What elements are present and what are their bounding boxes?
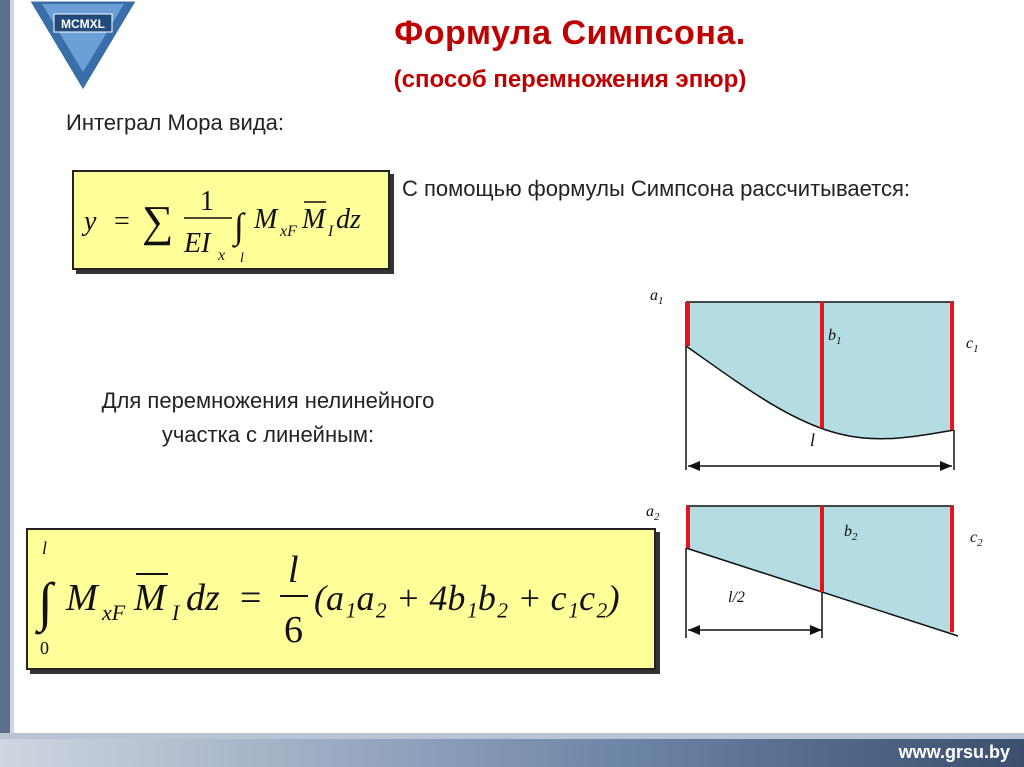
f2-lower: 0 xyxy=(40,638,49,658)
left-accent-bar-light xyxy=(10,0,14,767)
f1-lhs: y xyxy=(84,206,97,237)
f2-frac-den: 6 xyxy=(284,609,303,651)
f1-den: EI xyxy=(184,228,211,259)
f2-sub1: xF xyxy=(102,600,126,625)
f1-sub2: I xyxy=(328,223,334,240)
f1-Mbar: M xyxy=(302,204,326,235)
f2-eq: = xyxy=(240,577,262,619)
d1-label-a-sub: 1 xyxy=(658,295,664,307)
f1-M: M xyxy=(254,204,278,235)
svg-text:c2 xyxy=(970,529,983,549)
f2-rhs: (a₁a₂ + 4b₁b₂ + c₁c₂) xyxy=(314,578,620,618)
d1-label-b: b xyxy=(828,327,836,344)
footer-bar xyxy=(0,739,1024,767)
f2-M: M xyxy=(66,577,98,619)
university-logo xyxy=(24,0,142,100)
d2-label-a-sub: 2 xyxy=(654,511,660,523)
d2-label-c-sub: 2 xyxy=(977,537,983,549)
nonlinear-text xyxy=(72,384,464,452)
d1-label-a: a xyxy=(650,287,658,304)
d1-arrow-left xyxy=(688,461,700,471)
f1-sub1: xF xyxy=(280,223,297,240)
svg-text:c1 xyxy=(966,335,979,355)
d2-span-label: l/2 xyxy=(728,589,745,606)
svg-text:a2 xyxy=(646,503,660,523)
logo-text: MCMXL xyxy=(61,17,105,31)
simpson-formula-svg xyxy=(28,530,654,668)
nonlinear-text-line1: Для перемножения нелинейного xyxy=(101,388,435,413)
f1-integral: ∫ xyxy=(234,206,244,246)
d1-label-c: c xyxy=(966,335,974,352)
simpson-text: С помощью формулы Симпсона рассчитывается: xyxy=(402,176,910,201)
epure-diagram-linear xyxy=(640,494,1010,654)
f2-upper: l xyxy=(42,538,48,558)
d1-span-label: l xyxy=(810,430,816,450)
d1-label-c-sub: 1 xyxy=(973,343,979,355)
f1-num: 1 xyxy=(200,186,214,217)
intro-text: Интеграл Мора вида: xyxy=(66,110,285,135)
f1-den-sub: x xyxy=(218,247,226,264)
svg-text:a1 xyxy=(650,287,664,307)
d2-label-c: c xyxy=(970,529,978,546)
d2-label-b: b xyxy=(844,523,852,540)
f2-frac-num: l xyxy=(288,549,299,591)
f2-sub2: I xyxy=(172,600,180,625)
f2-integral: ∫ xyxy=(38,572,53,632)
d1-arrow-right xyxy=(940,461,952,471)
f1-eq: = xyxy=(114,206,130,237)
d1-label-b-sub: 1 xyxy=(836,335,842,347)
f1-sum: ∑ xyxy=(142,197,174,246)
slide-subtitle: (способ перемножения эпюр) xyxy=(393,66,747,93)
f2-dz: dz xyxy=(186,577,220,619)
d2-label-b-sub: 2 xyxy=(852,531,858,543)
d2-arrow-left xyxy=(688,625,700,635)
f1-dz: dz xyxy=(336,204,361,235)
mohr-integral-svg xyxy=(74,172,388,268)
f2-Mbar: M xyxy=(134,577,166,619)
slide-title: Формула Симпсона. xyxy=(394,14,746,52)
mohr-integral-formula xyxy=(72,170,390,270)
d2-arrow-right xyxy=(810,625,822,635)
simpson-formula xyxy=(26,528,656,670)
epure-diagram-nonlinear xyxy=(640,284,1010,484)
f1-int-lower: l xyxy=(240,251,244,266)
nonlinear-text-line2: участка с линейным: xyxy=(161,422,375,447)
left-accent-bar xyxy=(0,0,10,767)
d2-label-a: a xyxy=(646,503,654,520)
footer-url[interactable]: www.grsu.by xyxy=(898,742,1010,762)
